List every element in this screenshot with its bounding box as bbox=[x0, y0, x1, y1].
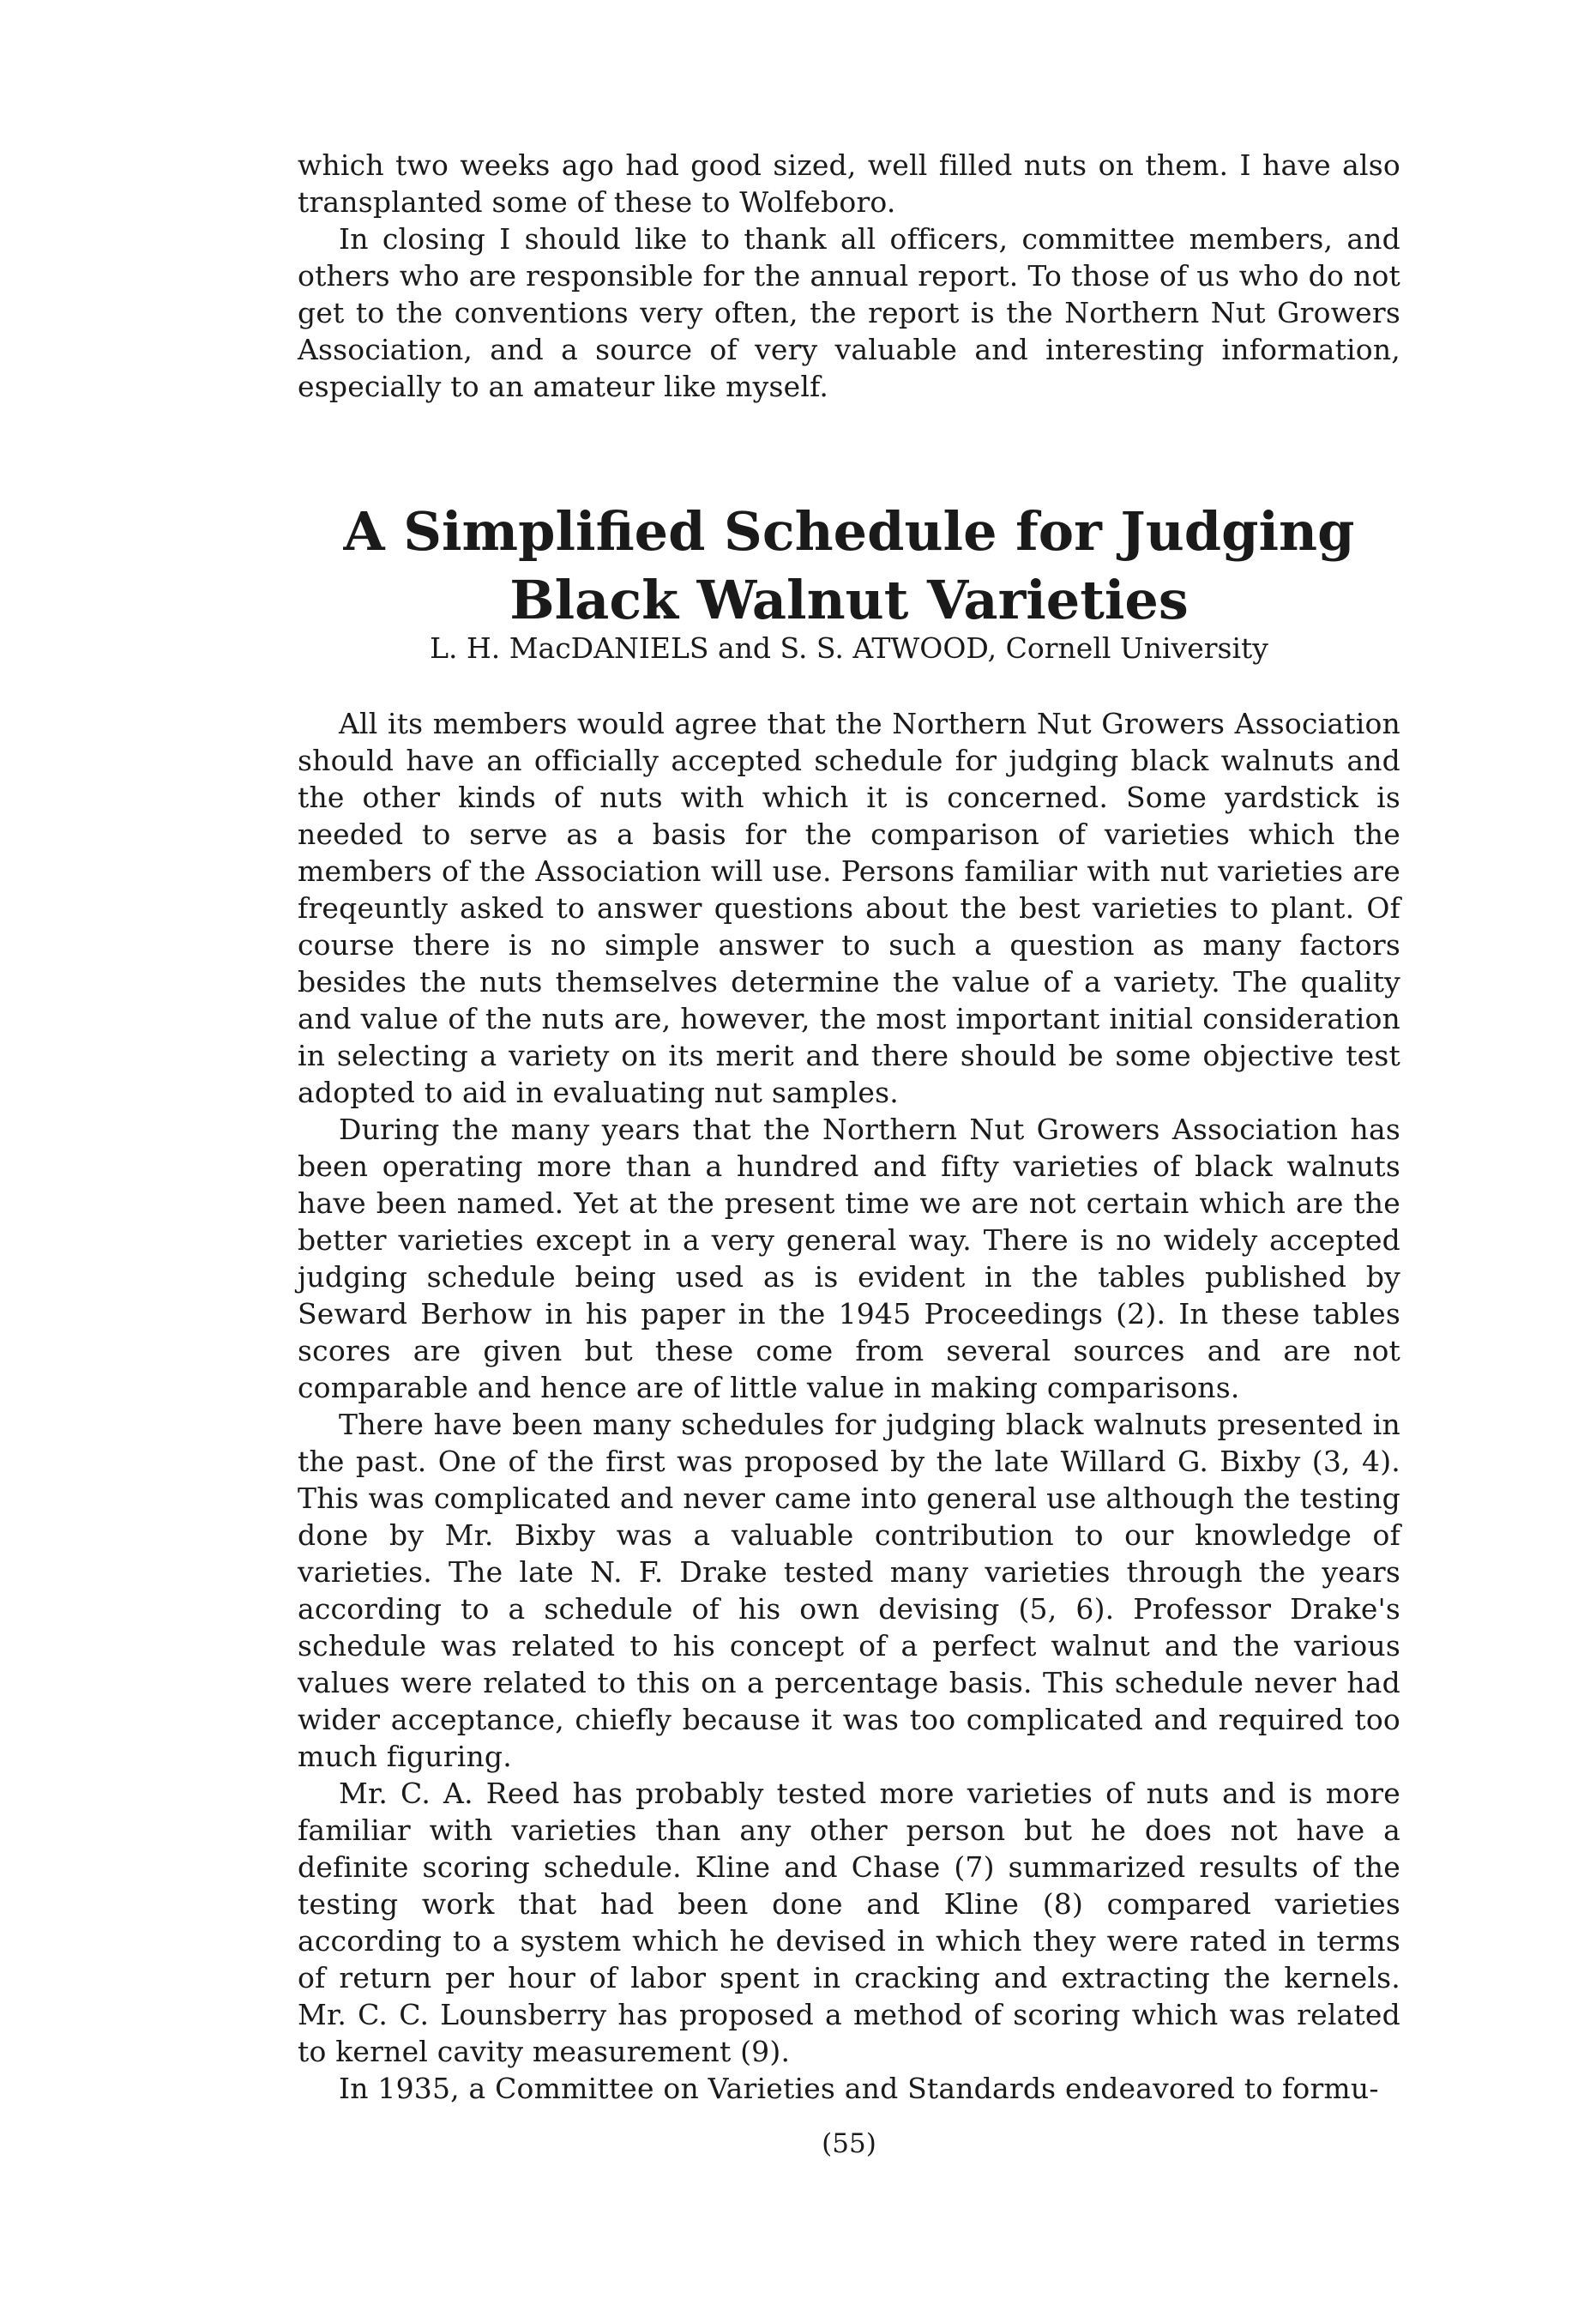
body-paragraph: In 1935, a Committee on Varieties and Standards endeavored to formu- bbox=[339, 2072, 1379, 2105]
article-body bbox=[298, 705, 1400, 2107]
article-title: A Simplified Schedule for Judging Black Walnut Varieties bbox=[343, 500, 1355, 631]
body-paragraph: During the many years that the Northern Nut Growers Association has been operating more than a hundred and fifty varieties of black walnuts have been named. Yet at the present time we are not certain which are the better varieties except in a very general way. There is no widely accepted judging schedule being used as is evident in the tables published by Seward Berhow in his paper in the 1945 Proceedings (2). In these tables scores are given but these come from several sources and are not comparable and hence are of little value in making comparisons. bbox=[298, 1113, 1400, 1404]
body-paragraph: There have been many schedules for judging black walnuts presented in the past. One of the first was proposed by the late Willard G. Bixby (3, 4). This was complicated and never came into general use although the testing done by Mr. Bixby was a valuable contribution to our knowledge of varieties. The late N. F. Drake tested many varieties through the years according to a schedule of his own devising (5, 6). Professor Drake's schedule was related to his concept of a perfect walnut and the various values were related to this on a percentage basis. This schedule never had wider acceptance, chiefly because it was too complicated and required too much figuring. bbox=[298, 1408, 1400, 1773]
body-paragraph: Mr. C. A. Reed has probably tested more varieties of nuts and is more familiar with varieties than any other person but he does not have a definite scoring schedule. Kline and Chase (7) summarized results of the testing work that had been done and Kline (8) compared varieties according to a system which he devised in which they were rated in terms of return per hour of labor spent in cracking and extracting the kernels. Mr. C. C. Lounsberry has proposed a method of scoring which was related to kernel cavity measurement (9). bbox=[298, 1777, 1400, 2068]
intro-paragraph: In closing I should like to thank all officers, committee members, and others who are responsible for the annual report. To those of us who do not get to the conventions very often, the report is the Northern Nut Growers Association, and a source of very valuable and interesting information, especially to an amateur like myself. bbox=[298, 222, 1400, 403]
body-paragraph: All its members would agree that the Northern Nut Growers Association should have an officially accepted schedule for judging black walnuts and the other kinds of nuts with which it is concerned. Some yardstick is needed to serve as a basis for the comparison of varieties which the members of the Association will use. Persons familiar with nut varieties are freqeuntly asked to answer questions about the best varieties to plant. Of course there is no simple answer to such a question as many factors besides the nuts themselves determine the value of a variety. The quality and value of the nuts are, however, the most important initial consideration in selecting a variety on its merit and there should be some objective test adopted to aid in evaluating nut samples. bbox=[298, 707, 1400, 1109]
intro-paragraph: which two weeks ago had good sized, well filled nuts on them. I have also transplanted some of these to Wolfeboro. bbox=[298, 148, 1400, 219]
page-number: (55) bbox=[822, 2128, 876, 2159]
article-authors: L. H. MacDANIELS and S. S. ATWOOD, Cornell University bbox=[430, 631, 1268, 665]
intro-text bbox=[298, 147, 1400, 405]
